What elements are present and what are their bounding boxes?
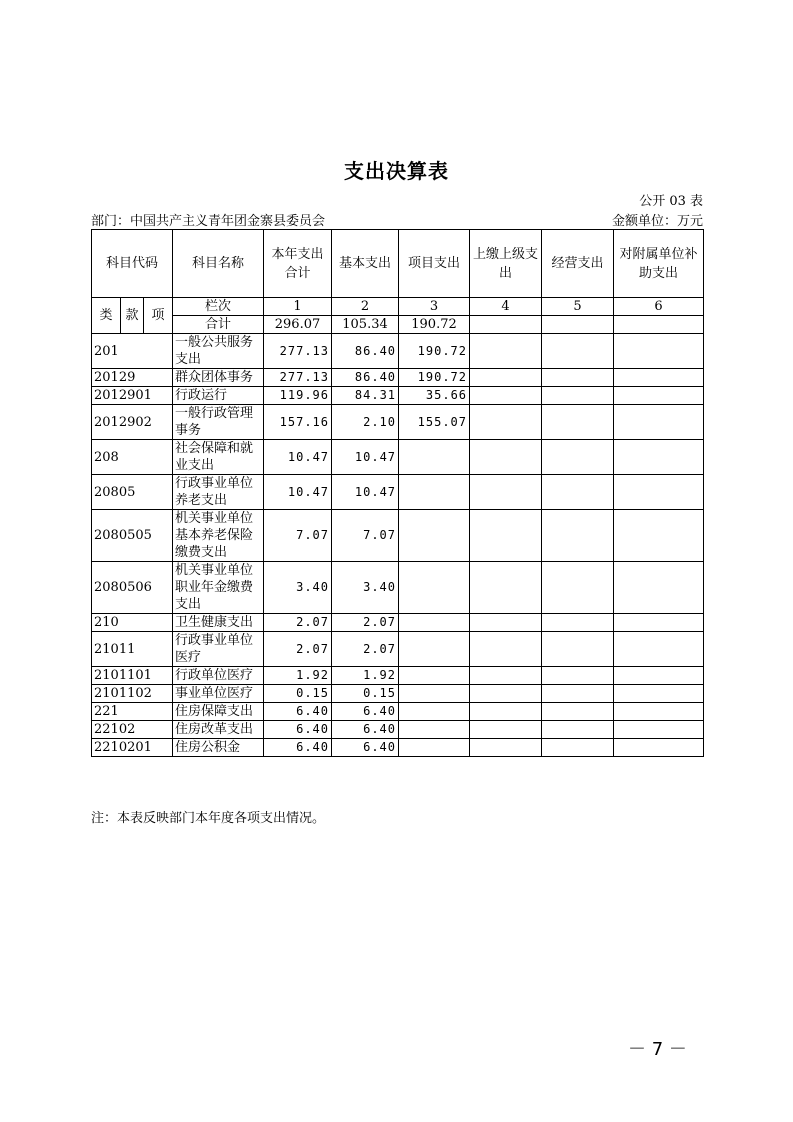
row-remit: [470, 614, 542, 632]
row-total: 0.15: [264, 685, 332, 703]
row-name: 行政运行: [173, 387, 264, 405]
row-business: [542, 632, 614, 667]
row-project: [399, 667, 470, 685]
row-project: [399, 440, 470, 475]
row-name: 住房改革支出: [173, 721, 264, 739]
row-basic: 86.40: [332, 334, 399, 369]
column-number-6: 6: [614, 298, 704, 316]
row-remit: [470, 334, 542, 369]
column-number-1: 1: [264, 298, 332, 316]
column-number-4: 4: [470, 298, 542, 316]
header-subsidy: 对附属单位补助支出: [614, 230, 704, 298]
row-name: 住房公积金: [173, 739, 264, 757]
row-business: [542, 614, 614, 632]
row-business: [542, 334, 614, 369]
row-name: 一般公共服务支出: [173, 334, 264, 369]
row-total: 7.07: [264, 510, 332, 562]
row-total: 2.07: [264, 614, 332, 632]
row-remit: [470, 387, 542, 405]
row-remit: [470, 632, 542, 667]
row-project: [399, 632, 470, 667]
table-row: [92, 632, 704, 667]
row-subsidy: [614, 632, 704, 667]
row-total: 3.40: [264, 562, 332, 614]
total-business: [542, 316, 614, 334]
table-row: [92, 685, 704, 703]
row-total: 277.13: [264, 369, 332, 387]
row-name: 住房保障支出: [173, 703, 264, 721]
page-number: － 7 －: [628, 1039, 687, 1060]
row-basic: 6.40: [332, 703, 399, 721]
row-project: [399, 739, 470, 757]
table-row: [92, 614, 704, 632]
row-business: [542, 369, 614, 387]
row-subsidy: [614, 721, 704, 739]
row-code: 2012901: [92, 387, 173, 405]
table-header-row: [92, 230, 704, 298]
header-kuan: 款: [121, 298, 144, 334]
row-subsidy: [614, 667, 704, 685]
header-business: 经营支出: [542, 230, 614, 298]
row-basic: 2.07: [332, 614, 399, 632]
row-project: [399, 703, 470, 721]
row-subsidy: [614, 440, 704, 475]
page-title: 支出决算表: [344, 159, 449, 183]
row-remit: [470, 721, 542, 739]
table-row: [92, 667, 704, 685]
row-total: 1.92: [264, 667, 332, 685]
row-business: [542, 685, 614, 703]
row-basic: 10.47: [332, 440, 399, 475]
row-total: 6.40: [264, 739, 332, 757]
column-number-5: 5: [542, 298, 614, 316]
row-remit: [470, 685, 542, 703]
row-business: [542, 387, 614, 405]
row-business: [542, 405, 614, 440]
row-code: 22102: [92, 721, 173, 739]
row-business: [542, 475, 614, 510]
row-subsidy: [614, 562, 704, 614]
row-name: 事业单位医疗: [173, 685, 264, 703]
row-project: [399, 475, 470, 510]
row-project: [399, 510, 470, 562]
table-row: [92, 510, 704, 562]
row-code: 2080506: [92, 562, 173, 614]
row-business: [542, 721, 614, 739]
header-subject-code: 科目代码: [92, 230, 173, 298]
row-project: 35.66: [399, 387, 470, 405]
row-total: 6.40: [264, 703, 332, 721]
row-basic: 7.07: [332, 510, 399, 562]
table-row: [92, 334, 704, 369]
row-basic: 6.40: [332, 739, 399, 757]
header-lei: 类: [92, 298, 121, 334]
row-basic: 2.10: [332, 405, 399, 440]
row-subsidy: [614, 614, 704, 632]
total-label: 合计: [173, 316, 264, 334]
table-row: [92, 405, 704, 440]
amount-unit-label: 金额单位：万元: [611, 214, 703, 229]
row-business: [542, 667, 614, 685]
row-name: 卫生健康支出: [173, 614, 264, 632]
row-remit: [470, 475, 542, 510]
row-project: 190.72: [399, 334, 470, 369]
header-total: 本年支出合计: [264, 230, 332, 298]
row-code: 2080505: [92, 510, 173, 562]
row-total: 277.13: [264, 334, 332, 369]
row-code: 2101102: [92, 685, 173, 703]
row-code: 2012902: [92, 405, 173, 440]
row-name: 一般行政管理事务: [173, 405, 264, 440]
row-name: 行政事业单位医疗: [173, 632, 264, 667]
row-code: 20129: [92, 369, 173, 387]
header-basic: 基本支出: [332, 230, 399, 298]
row-name: 社会保障和就业支出: [173, 440, 264, 475]
row-subsidy: [614, 703, 704, 721]
row-basic: 2.07: [332, 632, 399, 667]
row-remit: [470, 739, 542, 757]
row-total: 10.47: [264, 440, 332, 475]
table-row: [92, 562, 704, 614]
total-project: 190.72: [399, 316, 470, 334]
row-project: [399, 685, 470, 703]
row-project: 155.07: [399, 405, 470, 440]
department-label: 部门：中国共产主义青年团金寨县委员会: [91, 214, 326, 229]
row-code: 20805: [92, 475, 173, 510]
header-project: 项目支出: [399, 230, 470, 298]
table-row: [92, 440, 704, 475]
row-name: 行政单位医疗: [173, 667, 264, 685]
row-remit: [470, 667, 542, 685]
row-business: [542, 510, 614, 562]
row-business: [542, 440, 614, 475]
row-name: 机关事业单位职业年金缴费支出: [173, 562, 264, 614]
header-subject-name: 科目名称: [173, 230, 264, 298]
row-subsidy: [614, 369, 704, 387]
row-project: [399, 721, 470, 739]
row-code: 221: [92, 703, 173, 721]
row-remit: [470, 369, 542, 387]
row-name: 行政事业单位养老支出: [173, 475, 264, 510]
row-basic: 86.40: [332, 369, 399, 387]
row-subsidy: [614, 405, 704, 440]
table-row: [92, 475, 704, 510]
table-row: [92, 739, 704, 757]
row-subsidy: [614, 739, 704, 757]
row-basic: 84.31: [332, 387, 399, 405]
row-basic: 1.92: [332, 667, 399, 685]
row-subsidy: [614, 510, 704, 562]
row-project: [399, 614, 470, 632]
row-total: 2.07: [264, 632, 332, 667]
table-note: 注：本表反映部门本年度各项支出情况。: [91, 811, 326, 826]
form-number: 公开 03 表: [639, 194, 703, 209]
header-remit: 上缴上级支出: [470, 230, 542, 298]
total-amount: 296.07: [264, 316, 332, 334]
row-subsidy: [614, 334, 704, 369]
table-row: [92, 721, 704, 739]
row-code: 201: [92, 334, 173, 369]
row-business: [542, 562, 614, 614]
header-xiang: 项: [144, 298, 173, 334]
row-code: 2210201: [92, 739, 173, 757]
row-remit: [470, 405, 542, 440]
row-total: 119.96: [264, 387, 332, 405]
column-number-2: 2: [332, 298, 399, 316]
row-basic: 6.40: [332, 721, 399, 739]
row-subsidy: [614, 475, 704, 510]
row-code: 210: [92, 614, 173, 632]
row-total: 6.40: [264, 721, 332, 739]
total-subsidy: [614, 316, 704, 334]
row-business: [542, 703, 614, 721]
row-basic: 10.47: [332, 475, 399, 510]
table-row: [92, 369, 704, 387]
column-number-label: 栏次: [173, 298, 264, 316]
table-row: [92, 703, 704, 721]
expenditure-table: [91, 229, 704, 757]
row-code: 21011: [92, 632, 173, 667]
row-remit: [470, 440, 542, 475]
row-project: [399, 562, 470, 614]
total-remit: [470, 316, 542, 334]
row-subsidy: [614, 387, 704, 405]
total-row: [92, 316, 704, 334]
total-basic: 105.34: [332, 316, 399, 334]
row-remit: [470, 703, 542, 721]
column-number-3: 3: [399, 298, 470, 316]
row-name: 机关事业单位基本养老保险缴费支出: [173, 510, 264, 562]
table-row: [92, 387, 704, 405]
row-basic: 0.15: [332, 685, 399, 703]
row-total: 157.16: [264, 405, 332, 440]
row-total: 10.47: [264, 475, 332, 510]
row-code: 208: [92, 440, 173, 475]
row-code: 2101101: [92, 667, 173, 685]
row-business: [542, 739, 614, 757]
column-number-row: [92, 298, 704, 316]
row-remit: [470, 510, 542, 562]
row-subsidy: [614, 685, 704, 703]
row-basic: 3.40: [332, 562, 399, 614]
row-project: 190.72: [399, 369, 470, 387]
row-name: 群众团体事务: [173, 369, 264, 387]
row-remit: [470, 562, 542, 614]
